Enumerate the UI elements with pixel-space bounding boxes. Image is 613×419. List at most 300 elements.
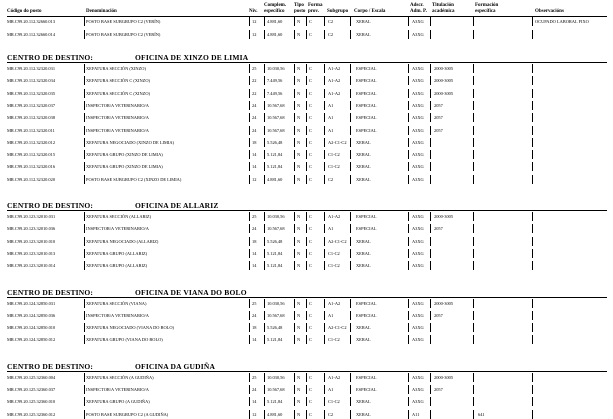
cell-code: MR.C99.20.112.32660.014 bbox=[7, 32, 56, 37]
cell-comp: 5.526,48 bbox=[267, 139, 283, 145]
section-office: OFICINA DE XINZO DE LIMIA bbox=[135, 53, 249, 62]
column-divider bbox=[473, 113, 474, 122]
column-divider bbox=[84, 397, 85, 406]
cell-corpo: XERAL bbox=[356, 19, 371, 24]
column-divider bbox=[408, 126, 409, 135]
column-divider bbox=[430, 385, 431, 394]
header-subgrupo: Subgrupo bbox=[327, 9, 349, 14]
cell-comp: 10.030,56 bbox=[267, 214, 285, 219]
cell-tipo: N bbox=[297, 164, 301, 170]
table-row bbox=[0, 224, 613, 233]
column-divider bbox=[430, 76, 431, 85]
cell-tit: 2000-3005 bbox=[434, 214, 454, 219]
section-heading bbox=[7, 53, 249, 62]
column-divider bbox=[324, 249, 325, 258]
cell-corpo: ESPECIAL bbox=[356, 226, 377, 232]
column-divider bbox=[408, 113, 409, 122]
cell-forma: C bbox=[309, 226, 312, 232]
cell-corpo: XERAL bbox=[356, 164, 371, 170]
cell-corpo: XERAL bbox=[356, 238, 371, 244]
column-divider bbox=[306, 385, 307, 394]
cell-niv: 25 bbox=[252, 214, 257, 219]
column-divider bbox=[430, 323, 431, 332]
cell-tipo: N bbox=[297, 250, 301, 256]
column-divider bbox=[430, 237, 431, 246]
cell-niv: 18 bbox=[252, 139, 257, 145]
column-divider bbox=[264, 89, 265, 98]
cell-adsc: A3XG bbox=[412, 250, 424, 256]
cell-code: MR.C99.20.112.32320.011 bbox=[7, 127, 55, 133]
cell-forma: C bbox=[309, 263, 312, 269]
column-divider bbox=[324, 89, 325, 98]
cell-code: MR.C99.20.124.32850.031 bbox=[7, 300, 56, 306]
column-divider bbox=[84, 323, 85, 332]
column-divider bbox=[249, 323, 250, 332]
cell-forma: C bbox=[309, 102, 312, 108]
cell-adsc: A3XG bbox=[412, 374, 424, 380]
cell-comp: 5.121,84 bbox=[267, 164, 283, 170]
column-divider bbox=[264, 101, 265, 110]
cell-niv: 22 bbox=[252, 90, 257, 96]
column-divider bbox=[532, 385, 533, 394]
column-divider bbox=[84, 299, 85, 308]
cell-corpo: ESPECIAL bbox=[356, 127, 377, 133]
cell-comp: 5.121,84 bbox=[267, 250, 283, 256]
column-divider bbox=[408, 17, 409, 26]
column-divider bbox=[306, 335, 307, 344]
cell-forma: C bbox=[309, 374, 312, 380]
column-divider bbox=[430, 113, 431, 122]
cell-niv: 12 bbox=[252, 176, 257, 182]
column-divider bbox=[306, 323, 307, 332]
cell-tipo: N bbox=[297, 387, 301, 392]
column-divider bbox=[324, 397, 325, 406]
cell-sub: A1-A2 bbox=[328, 78, 341, 84]
column-divider bbox=[350, 237, 351, 246]
section-label: CENTRO DE DESTINO: bbox=[7, 53, 94, 62]
column-divider bbox=[249, 299, 250, 308]
column-divider bbox=[306, 373, 307, 382]
column-divider bbox=[430, 64, 431, 73]
cell-adsc: A3XG bbox=[412, 66, 424, 71]
header-denominacion: Denominación bbox=[86, 9, 117, 14]
cell-den: XEFATURA GRUPO (A GUDIÑA) bbox=[86, 399, 150, 405]
column-divider bbox=[532, 17, 533, 26]
cell-comp: 5.121,84 bbox=[267, 337, 283, 343]
cell-sub: C2 bbox=[328, 19, 334, 24]
cell-den: XEFATURA SECCIÓN C (XINZO) bbox=[86, 78, 150, 84]
column-divider bbox=[324, 323, 325, 332]
column-divider bbox=[473, 224, 474, 233]
column-divider bbox=[473, 162, 474, 171]
column-divider bbox=[294, 335, 295, 344]
column-divider bbox=[324, 335, 325, 344]
column-divider bbox=[294, 224, 295, 233]
table-row bbox=[0, 335, 613, 344]
cell-tipo: N bbox=[297, 399, 301, 405]
cell-sub: A2-C1-C2 bbox=[328, 325, 347, 331]
header-adscripcion: Adscr. Adm. P. bbox=[410, 3, 427, 14]
column-divider bbox=[532, 138, 533, 147]
cell-den: XEFATURA SECCIÓN (VIANA) bbox=[86, 300, 147, 306]
column-divider bbox=[249, 311, 250, 320]
cell-comp: 10.030,56 bbox=[267, 374, 285, 380]
cell-adsc: A3XG bbox=[412, 139, 424, 145]
cell-sub: C2 bbox=[328, 411, 334, 417]
column-divider bbox=[473, 101, 474, 110]
column-divider bbox=[473, 323, 474, 332]
cell-comp: 5.121,84 bbox=[267, 152, 283, 158]
column-divider bbox=[84, 113, 85, 122]
cell-obs: OCUPADO LABORAL FIXO bbox=[535, 19, 589, 24]
cell-adsc: A3XG bbox=[412, 300, 424, 306]
column-divider bbox=[84, 224, 85, 233]
cell-niv: 24 bbox=[252, 387, 257, 392]
column-divider bbox=[350, 212, 351, 221]
cell-niv: 24 bbox=[252, 226, 257, 232]
cell-niv: 12 bbox=[252, 411, 257, 417]
column-divider bbox=[294, 397, 295, 406]
cell-tipo: N bbox=[297, 66, 301, 71]
column-divider bbox=[294, 410, 295, 419]
cell-den: POSTO BASE SUBGRUPO C2 (VERÍN) bbox=[86, 32, 161, 37]
cell-comp: 10.567,68 bbox=[267, 226, 285, 232]
cell-niv: 25 bbox=[252, 66, 257, 71]
cell-forma: C bbox=[309, 90, 312, 96]
column-divider bbox=[430, 299, 431, 308]
cell-corpo: ESPECIAL bbox=[356, 115, 377, 121]
table-row bbox=[0, 175, 613, 184]
column-divider bbox=[264, 30, 265, 39]
column-divider bbox=[350, 150, 351, 159]
column-divider bbox=[249, 76, 250, 85]
column-divider bbox=[249, 17, 250, 26]
column-divider bbox=[430, 261, 431, 270]
cell-tipo: N bbox=[297, 102, 301, 108]
cell-corpo: XERAL bbox=[356, 139, 371, 145]
cell-comp: 4.881,60 bbox=[267, 176, 283, 182]
column-divider bbox=[324, 138, 325, 147]
column-divider bbox=[350, 17, 351, 26]
cell-den: XEFATURA SECCIÓN (A GUDIÑA) bbox=[86, 374, 154, 380]
cell-sub: A1 bbox=[328, 115, 334, 121]
column-divider bbox=[294, 311, 295, 320]
cell-niv: 25 bbox=[252, 374, 257, 380]
table-row bbox=[0, 138, 613, 147]
column-divider bbox=[84, 64, 85, 73]
column-divider bbox=[473, 335, 474, 344]
cell-tipo: N bbox=[297, 312, 301, 318]
cell-corpo: XERAL bbox=[356, 411, 371, 417]
cell-tipo: N bbox=[297, 32, 301, 37]
cell-den: XEFATURA SECCIÓN (ALLARIZ) bbox=[86, 214, 152, 219]
table-row bbox=[0, 101, 613, 110]
section-label: CENTRO DE DESTINO: bbox=[7, 287, 94, 297]
cell-sub: A1 bbox=[328, 102, 334, 108]
section-rule bbox=[7, 371, 607, 372]
column-divider bbox=[532, 299, 533, 308]
cell-code: MR.C99.20.124.32850.036 bbox=[7, 312, 56, 318]
column-divider bbox=[84, 150, 85, 159]
cell-niv: 18 bbox=[252, 325, 257, 331]
cell-code: MR.C99.20.125.32360.037 bbox=[7, 387, 56, 392]
cell-den: XEFATURA GRUPO (VIANA DO BOLO) bbox=[86, 337, 163, 343]
cell-code: MR.C99.20.112.32320.020 bbox=[7, 176, 56, 182]
table-row bbox=[0, 212, 613, 221]
column-divider bbox=[350, 126, 351, 135]
column-divider bbox=[84, 237, 85, 246]
column-divider bbox=[249, 126, 250, 135]
column-divider bbox=[350, 76, 351, 85]
cell-tit: 2057 bbox=[434, 127, 443, 133]
column-divider bbox=[408, 138, 409, 147]
column-divider bbox=[350, 261, 351, 270]
table-row bbox=[0, 150, 613, 159]
column-divider bbox=[473, 249, 474, 258]
column-divider bbox=[294, 237, 295, 246]
column-divider bbox=[408, 299, 409, 308]
column-divider bbox=[473, 212, 474, 221]
column-divider bbox=[408, 373, 409, 382]
cell-tipo: N bbox=[297, 19, 301, 24]
column-divider bbox=[408, 101, 409, 110]
section-heading bbox=[7, 201, 219, 210]
cell-adsc: A3XG bbox=[412, 325, 424, 331]
column-divider bbox=[264, 311, 265, 320]
column-divider bbox=[430, 126, 431, 135]
column-divider bbox=[249, 30, 250, 39]
cell-tipo: N bbox=[297, 152, 301, 158]
column-divider bbox=[408, 212, 409, 221]
column-divider bbox=[294, 175, 295, 184]
column-divider bbox=[408, 76, 409, 85]
cell-tipo: N bbox=[297, 238, 301, 244]
cell-adsc: A3XG bbox=[412, 78, 424, 84]
cell-sub: C1-C2 bbox=[328, 250, 340, 256]
column-divider bbox=[324, 373, 325, 382]
column-divider bbox=[350, 335, 351, 344]
cell-forma: C bbox=[309, 32, 312, 37]
column-divider bbox=[350, 89, 351, 98]
column-divider bbox=[264, 249, 265, 258]
column-divider bbox=[350, 113, 351, 122]
column-divider bbox=[408, 397, 409, 406]
cell-niv: 24 bbox=[252, 127, 257, 133]
column-divider bbox=[294, 261, 295, 270]
column-divider bbox=[532, 175, 533, 184]
cell-den: POSTO BASE SUBGRUPO C2 (A GUDIÑA) bbox=[86, 411, 169, 417]
cell-niv: 24 bbox=[252, 102, 257, 108]
column-divider bbox=[430, 373, 431, 382]
table-row bbox=[0, 299, 613, 308]
cell-comp: 10.030,56 bbox=[267, 66, 285, 71]
cell-adsc: A3XG bbox=[412, 176, 424, 182]
column-divider bbox=[350, 373, 351, 382]
cell-sub: C1-C2 bbox=[328, 263, 340, 269]
cell-code: MR.C99.20.112.32320.037 bbox=[7, 102, 56, 108]
column-divider bbox=[324, 261, 325, 270]
column-divider bbox=[249, 138, 250, 147]
cell-comp: 10.030,56 bbox=[267, 300, 285, 306]
column-divider bbox=[350, 162, 351, 171]
header-code: Código do posto bbox=[7, 9, 42, 14]
section-rule bbox=[7, 210, 607, 211]
cell-comp: 10.567,68 bbox=[267, 115, 285, 121]
section-heading bbox=[7, 287, 247, 297]
cell-forma: C bbox=[309, 300, 312, 306]
column-divider bbox=[532, 212, 533, 221]
cell-sub: A1 bbox=[328, 127, 334, 133]
column-divider bbox=[249, 89, 250, 98]
cell-den: XEFATURA GRUPO (XINZO DE LIMIA) bbox=[86, 152, 163, 158]
column-divider bbox=[264, 261, 265, 270]
cell-den: XEFATURA SECCIÓN (XINZO) bbox=[86, 66, 146, 71]
column-divider bbox=[430, 224, 431, 233]
column-divider bbox=[294, 138, 295, 147]
cell-adsc: A3XG bbox=[412, 90, 424, 96]
column-divider bbox=[532, 323, 533, 332]
column-divider bbox=[306, 89, 307, 98]
cell-adsc: A3XG bbox=[412, 387, 424, 392]
cell-den: INSPECTOR/A VETERINARIO/A bbox=[86, 115, 149, 121]
cell-comp: 10.567,68 bbox=[267, 127, 285, 133]
cell-forma: C bbox=[309, 78, 312, 84]
table-row bbox=[0, 64, 613, 73]
cell-adsc: A3XG bbox=[412, 399, 424, 405]
cell-den: XEFATURA GRUPO (ALLARIZ) bbox=[86, 263, 148, 269]
column-divider bbox=[324, 150, 325, 159]
column-divider bbox=[306, 261, 307, 270]
cell-forma: C bbox=[309, 164, 312, 170]
cell-comp: 10.567,68 bbox=[267, 102, 285, 108]
cell-forma: C bbox=[309, 139, 312, 145]
column-divider bbox=[324, 299, 325, 308]
cell-den: POSTO BASE SUBGRUPO C2 (XINZO DE LIMIA) bbox=[86, 176, 182, 182]
column-divider bbox=[324, 224, 325, 233]
cell-corpo: XERAL bbox=[356, 325, 371, 331]
cell-corpo: XERAL bbox=[356, 250, 371, 256]
cell-corpo: XERAL bbox=[356, 337, 371, 343]
column-divider bbox=[306, 17, 307, 26]
column-divider bbox=[306, 101, 307, 110]
column-divider bbox=[264, 385, 265, 394]
column-divider bbox=[324, 175, 325, 184]
header-complemento: Complem. específico bbox=[264, 3, 287, 14]
cell-adsc: A3XG bbox=[412, 152, 424, 158]
column-divider bbox=[249, 162, 250, 171]
column-divider bbox=[532, 76, 533, 85]
column-divider bbox=[408, 323, 409, 332]
cell-sub: A1-A2 bbox=[328, 214, 341, 219]
cell-adsc: A3XG bbox=[412, 102, 424, 108]
column-divider bbox=[350, 397, 351, 406]
column-divider bbox=[84, 126, 85, 135]
column-divider bbox=[532, 113, 533, 122]
table-row bbox=[0, 113, 613, 122]
cell-corpo: ESPECIAL bbox=[356, 78, 377, 84]
column-divider bbox=[84, 385, 85, 394]
cell-tit: 2000-3005 bbox=[434, 90, 454, 96]
column-divider bbox=[249, 249, 250, 258]
column-divider bbox=[324, 385, 325, 394]
cell-tipo: N bbox=[297, 411, 301, 417]
column-divider bbox=[350, 64, 351, 73]
cell-adsc: A3XG bbox=[412, 263, 424, 269]
cell-forma: C bbox=[309, 127, 312, 133]
cell-code: MR.C99.20.112.32320.012 bbox=[7, 139, 56, 145]
cell-code: MR.C99.20.123.32010.014 bbox=[7, 263, 56, 269]
cell-comp: 5.121,84 bbox=[267, 399, 283, 405]
cell-sub: A1-A2 bbox=[328, 374, 341, 380]
cell-code: MR.C99.20.125.32360.012 bbox=[7, 411, 56, 417]
section-label: CENTRO DE DESTINO: bbox=[7, 361, 94, 371]
column-divider bbox=[473, 311, 474, 320]
cell-niv: 14 bbox=[252, 337, 257, 343]
column-divider bbox=[324, 162, 325, 171]
section-office: OFICINA DE VIANA DO BOLO bbox=[135, 287, 247, 297]
header-forma: Forma prov. bbox=[308, 3, 323, 14]
column-divider bbox=[84, 212, 85, 221]
column-divider bbox=[249, 373, 250, 382]
table-row bbox=[0, 373, 613, 382]
cell-tit: 2057 bbox=[434, 312, 443, 318]
table-row bbox=[0, 162, 613, 171]
column-divider bbox=[306, 410, 307, 419]
cell-code: MR.C99.20.123.32010.031 bbox=[7, 214, 56, 219]
column-divider bbox=[249, 150, 250, 159]
header-observacions: Observacións bbox=[535, 9, 564, 14]
cell-sub: A1 bbox=[328, 226, 334, 232]
column-divider bbox=[249, 385, 250, 394]
column-divider bbox=[532, 30, 533, 39]
cell-adsc: A3XG bbox=[412, 19, 424, 24]
column-divider bbox=[249, 175, 250, 184]
cell-code: MR.C99.20.112.32320.038 bbox=[7, 115, 56, 121]
column-divider bbox=[430, 410, 431, 419]
column-divider bbox=[294, 17, 295, 26]
cell-forma: C bbox=[309, 325, 312, 331]
column-divider bbox=[294, 101, 295, 110]
cell-sub: A2-C1-C2 bbox=[328, 238, 347, 244]
column-divider bbox=[430, 138, 431, 147]
cell-niv: 14 bbox=[252, 152, 257, 158]
column-divider bbox=[306, 175, 307, 184]
column-divider bbox=[473, 138, 474, 147]
column-divider bbox=[324, 410, 325, 419]
column-divider bbox=[294, 323, 295, 332]
column-divider bbox=[249, 397, 250, 406]
cell-adsc: A3XG bbox=[412, 115, 424, 121]
cell-code: MR.C99.20.123.32010.013 bbox=[7, 250, 56, 256]
cell-adsc: A3XG bbox=[412, 214, 424, 219]
cell-corpo: ESPECIAL bbox=[356, 102, 377, 108]
column-divider bbox=[350, 101, 351, 110]
table-row bbox=[0, 17, 613, 26]
cell-tipo: N bbox=[297, 176, 301, 182]
column-divider bbox=[408, 311, 409, 320]
cell-sub: A1 bbox=[328, 312, 334, 318]
cell-tipo: N bbox=[297, 115, 301, 121]
column-divider bbox=[324, 76, 325, 85]
cell-sub: C2 bbox=[328, 176, 334, 182]
cell-code: MR.C99.20.123.32010.036 bbox=[7, 226, 56, 232]
cell-adsc: A3XG bbox=[412, 312, 424, 318]
cell-forma: C bbox=[309, 66, 312, 71]
cell-adsc: A3XG bbox=[412, 32, 424, 37]
column-divider bbox=[473, 261, 474, 270]
column-divider bbox=[264, 138, 265, 147]
cell-code: MR.C99.20.112.32320.016 bbox=[7, 164, 56, 170]
